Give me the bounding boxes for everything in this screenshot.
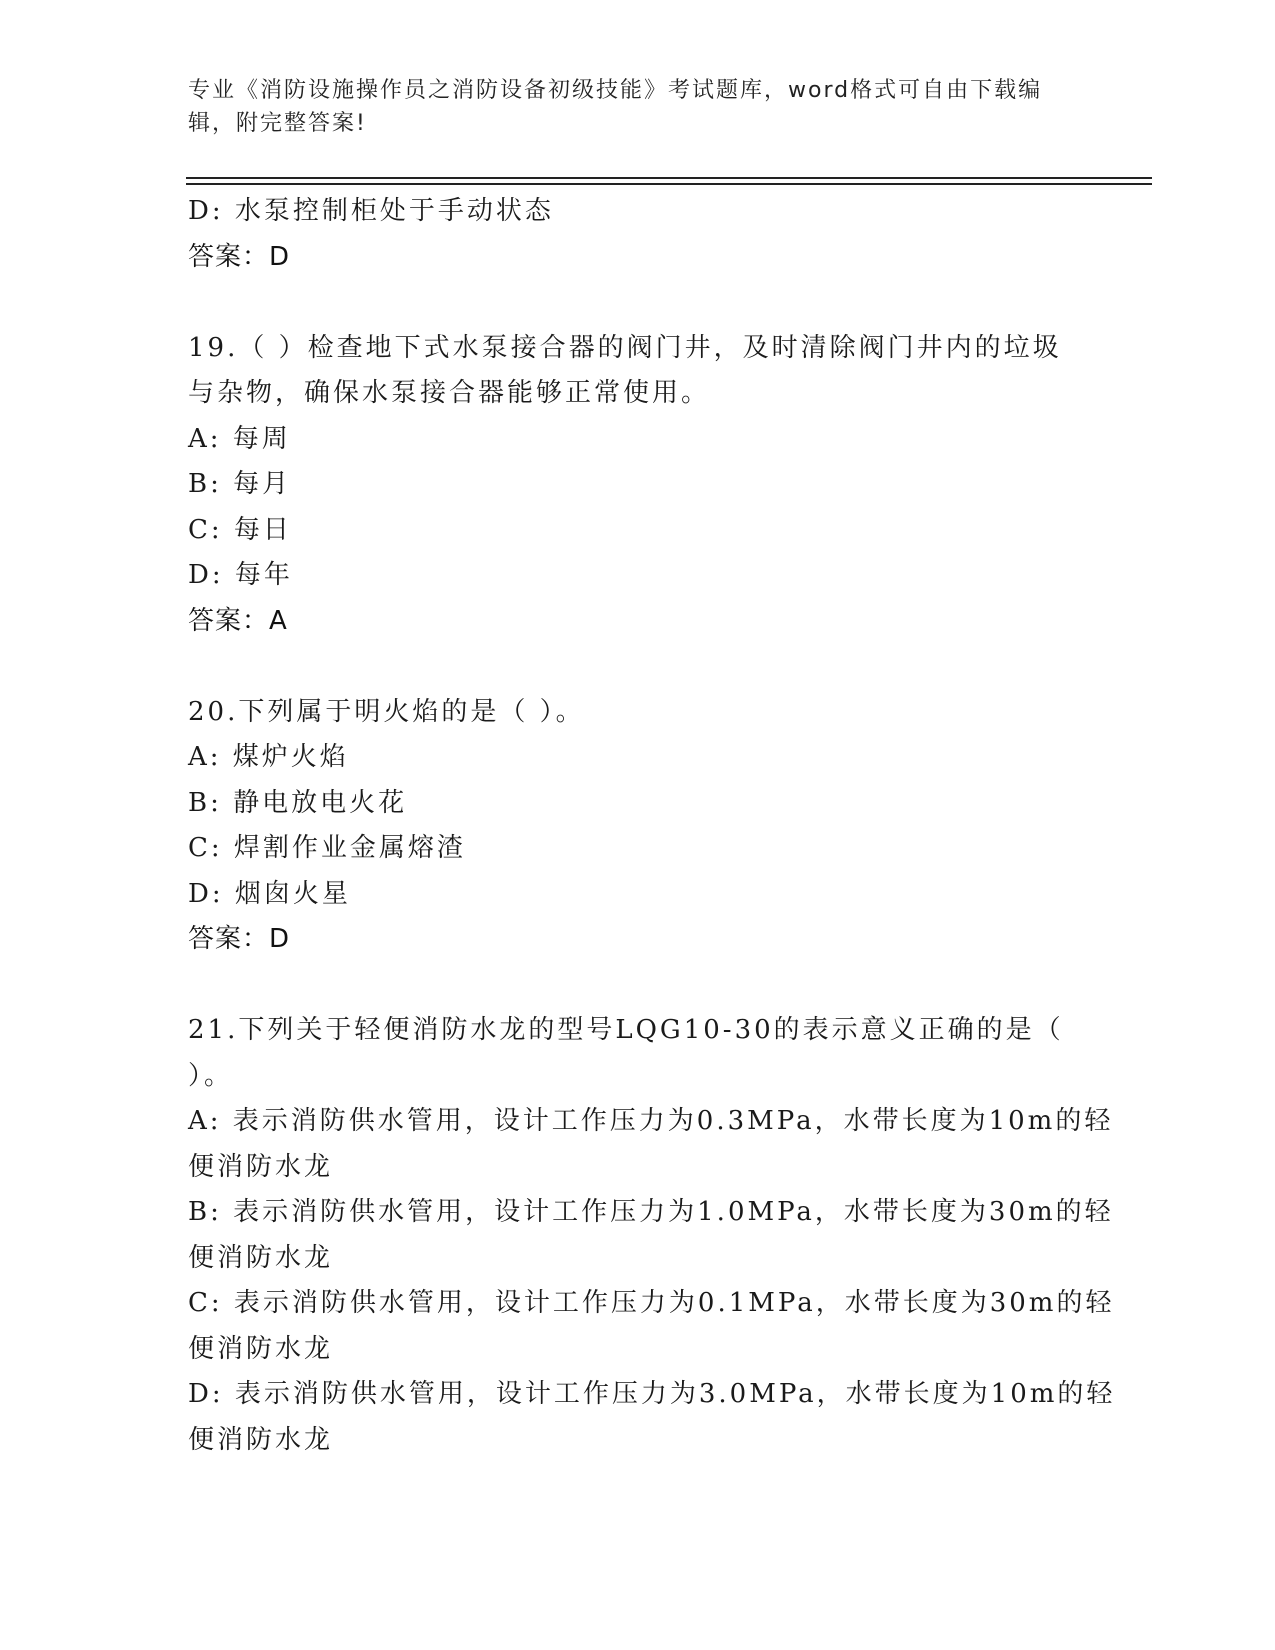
option-d-line-1: D: 表示消防供水管用，设计工作压力为3.0MPa，水带长度为10m的轻: [188, 1379, 1116, 1409]
question-stem-line-1: 20.下列属于明火焰的是（ ）。: [188, 696, 585, 727]
question-21: [188, 1008, 1116, 1463]
option-b-line-1: B: 表示消防供水管用，设计工作压力为1.0MPa，水带长度为30m的轻: [188, 1197, 1114, 1227]
option-b-line-2: 便消防水龙: [188, 1242, 334, 1273]
header-rule-top: [186, 177, 1152, 179]
question-20: [188, 690, 1088, 963]
option-b: B: 静电放电火花: [188, 787, 408, 818]
spacer: [188, 644, 1088, 690]
answer: 答案：D: [188, 924, 291, 954]
answer: 答案：D: [188, 241, 291, 272]
option-a-line-2: 便消防水龙: [188, 1151, 334, 1182]
header-line-2: 辑，附完整答案!: [188, 111, 367, 136]
question-stem-line-2: 与杂物，确保水泵接合器能够正常使用。: [188, 378, 711, 408]
question-19: [188, 326, 1088, 645]
question-18: [188, 189, 1088, 280]
option-d-line-2: 便消防水龙: [188, 1424, 334, 1455]
option-b: B: 每月: [188, 469, 292, 499]
option-c: C: 每日: [188, 514, 292, 545]
header-rule-bottom: [186, 183, 1152, 185]
question-stem-line-1: 21.下列关于轻便消防水龙的型号LQG10-30的表示意义正确的是（: [188, 1015, 1064, 1045]
option-d: D: 烟囱火星: [188, 878, 351, 909]
header-line-1: 专业《消防设施操作员之消防设备初级技能》考试题库，word格式可自由下载编: [188, 78, 1043, 103]
option-a: A: 煤炉火焰: [188, 742, 349, 772]
option-a-line-1: A: 表示消防供水管用，设计工作压力为0.3MPa，水带长度为10m的轻: [188, 1106, 1114, 1136]
option-c: C: 焊割作业金属熔渣: [188, 833, 466, 863]
question-stem-line-1: 19.（ ）检查地下式水泵接合器的阀门井，及时清除阀门井内的垃圾: [188, 332, 1062, 363]
option-c-line-1: C: 表示消防供水管用，设计工作压力为0.1MPa，水带长度为30m的轻: [188, 1288, 1115, 1318]
question-stem-line-2: ）。: [188, 1060, 234, 1091]
option-a: A: 每周: [188, 423, 291, 454]
spacer: [188, 280, 1088, 326]
page-header: [188, 74, 1068, 140]
option-c-line-2: 便消防水龙: [188, 1333, 334, 1364]
answer: 答案：A: [188, 605, 288, 636]
option-d: D: 每年: [188, 560, 293, 590]
spacer: [188, 963, 1088, 1009]
question-list: [188, 189, 1116, 1463]
option-d: D: 水泵控制柜处于手动状态: [188, 196, 554, 226]
